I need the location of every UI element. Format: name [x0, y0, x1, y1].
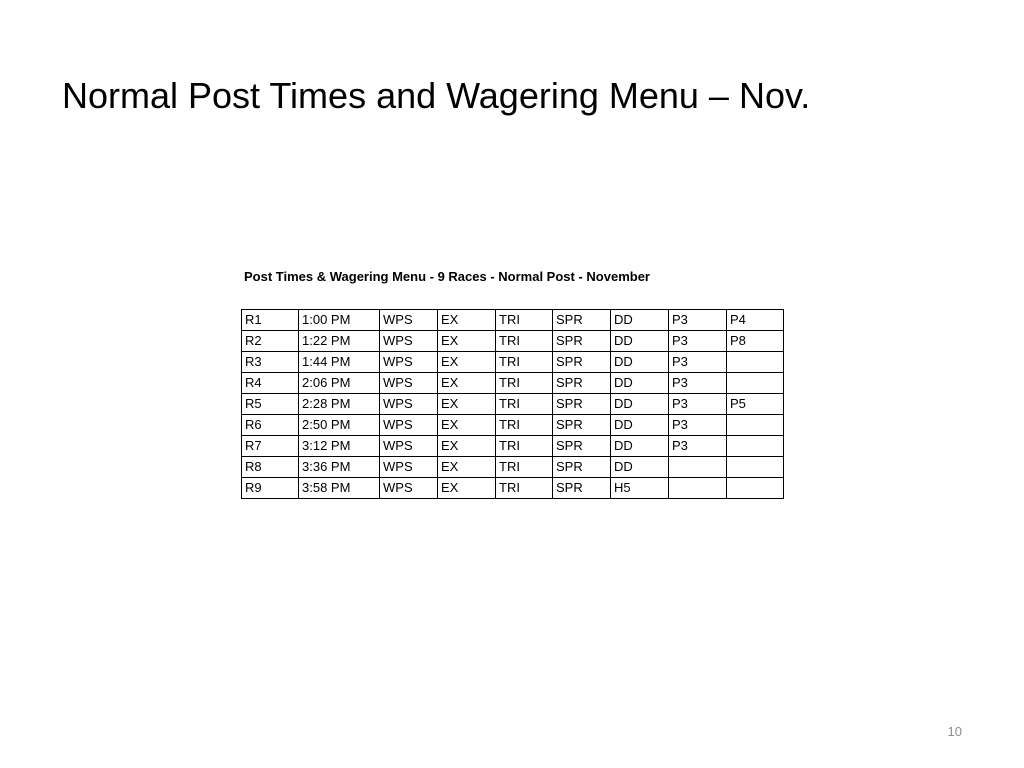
- cell-wager-dd: DD: [611, 373, 669, 394]
- cell-wager-spr: SPR: [553, 457, 611, 478]
- cell-wager-spr: SPR: [553, 436, 611, 457]
- cell-wager-wps: WPS: [380, 394, 438, 415]
- cell-wager-dd: DD: [611, 310, 669, 331]
- cell-wager-dd: DD: [611, 352, 669, 373]
- cell-wager-ex: EX: [438, 457, 496, 478]
- cell-wager-spr: SPR: [553, 415, 611, 436]
- cell-wager-p3: P3: [669, 352, 727, 373]
- cell-wager-ex: EX: [438, 373, 496, 394]
- cell-wager-wps: WPS: [380, 478, 438, 499]
- slide-number: 10: [947, 724, 962, 739]
- table-row: [242, 457, 784, 478]
- table-row: [242, 310, 784, 331]
- table-row: [242, 478, 784, 499]
- cell-wager-extra: [727, 457, 784, 478]
- cell-post-time: 2:28 PM: [299, 394, 380, 415]
- post-times-table: [241, 309, 784, 499]
- cell-post-time: 3:58 PM: [299, 478, 380, 499]
- table-body: [242, 310, 784, 499]
- cell-wager-tri: TRI: [496, 331, 553, 352]
- cell-wager-spr: SPR: [553, 331, 611, 352]
- cell-wager-tri: TRI: [496, 478, 553, 499]
- cell-wager-wps: WPS: [380, 436, 438, 457]
- cell-wager-p3: [669, 478, 727, 499]
- cell-wager-dd: DD: [611, 415, 669, 436]
- cell-post-time: 1:44 PM: [299, 352, 380, 373]
- cell-post-time: 3:36 PM: [299, 457, 380, 478]
- cell-wager-spr: SPR: [553, 352, 611, 373]
- cell-race: R2: [242, 331, 299, 352]
- cell-wager-tri: TRI: [496, 352, 553, 373]
- cell-post-time: 2:50 PM: [299, 415, 380, 436]
- cell-post-time: 1:22 PM: [299, 331, 380, 352]
- cell-wager-dd: DD: [611, 436, 669, 457]
- cell-wager-ex: EX: [438, 331, 496, 352]
- cell-wager-spr: SPR: [553, 373, 611, 394]
- cell-wager-wps: WPS: [380, 457, 438, 478]
- table-row: [242, 436, 784, 457]
- cell-wager-tri: TRI: [496, 394, 553, 415]
- cell-race: R8: [242, 457, 299, 478]
- cell-wager-extra: [727, 352, 784, 373]
- cell-post-time: 1:00 PM: [299, 310, 380, 331]
- cell-wager-dd: DD: [611, 331, 669, 352]
- cell-wager-p3: P3: [669, 310, 727, 331]
- cell-wager-p3: P3: [669, 331, 727, 352]
- cell-wager-p3: P3: [669, 373, 727, 394]
- cell-wager-ex: EX: [438, 478, 496, 499]
- cell-wager-tri: TRI: [496, 310, 553, 331]
- cell-wager-p3: [669, 457, 727, 478]
- cell-wager-ex: EX: [438, 436, 496, 457]
- cell-wager-p3: P3: [669, 415, 727, 436]
- cell-wager-p3: P3: [669, 394, 727, 415]
- cell-race: R1: [242, 310, 299, 331]
- slide-title: Normal Post Times and Wagering Menu – Nov.: [62, 75, 811, 116]
- table-row: [242, 415, 784, 436]
- cell-wager-wps: WPS: [380, 415, 438, 436]
- cell-wager-spr: SPR: [553, 478, 611, 499]
- cell-wager-extra: P8: [727, 331, 784, 352]
- cell-wager-tri: TRI: [496, 373, 553, 394]
- cell-wager-ex: EX: [438, 394, 496, 415]
- cell-wager-extra: P4: [727, 310, 784, 331]
- cell-race: R4: [242, 373, 299, 394]
- cell-race: R6: [242, 415, 299, 436]
- cell-wager-ex: EX: [438, 352, 496, 373]
- cell-wager-extra: P5: [727, 394, 784, 415]
- cell-wager-extra: [727, 478, 784, 499]
- cell-wager-spr: SPR: [553, 394, 611, 415]
- cell-post-time: 3:12 PM: [299, 436, 380, 457]
- table-row: [242, 352, 784, 373]
- cell-race: R3: [242, 352, 299, 373]
- cell-wager-dd: H5: [611, 478, 669, 499]
- cell-wager-wps: WPS: [380, 352, 438, 373]
- cell-post-time: 2:06 PM: [299, 373, 380, 394]
- cell-race: R5: [242, 394, 299, 415]
- cell-wager-ex: EX: [438, 415, 496, 436]
- cell-wager-tri: TRI: [496, 457, 553, 478]
- table-row: [242, 331, 784, 352]
- cell-race: R7: [242, 436, 299, 457]
- cell-wager-wps: WPS: [380, 310, 438, 331]
- cell-wager-p3: P3: [669, 436, 727, 457]
- cell-wager-extra: [727, 415, 784, 436]
- cell-wager-wps: WPS: [380, 373, 438, 394]
- cell-wager-dd: DD: [611, 457, 669, 478]
- cell-wager-ex: EX: [438, 310, 496, 331]
- cell-wager-wps: WPS: [380, 331, 438, 352]
- cell-wager-tri: TRI: [496, 436, 553, 457]
- cell-wager-extra: [727, 436, 784, 457]
- table-row: [242, 394, 784, 415]
- cell-wager-tri: TRI: [496, 415, 553, 436]
- cell-wager-dd: DD: [611, 394, 669, 415]
- table-caption: Post Times & Wagering Menu - 9 Races - Normal Post - November: [244, 269, 650, 284]
- cell-race: R9: [242, 478, 299, 499]
- cell-wager-extra: [727, 373, 784, 394]
- cell-wager-spr: SPR: [553, 310, 611, 331]
- table-row: [242, 373, 784, 394]
